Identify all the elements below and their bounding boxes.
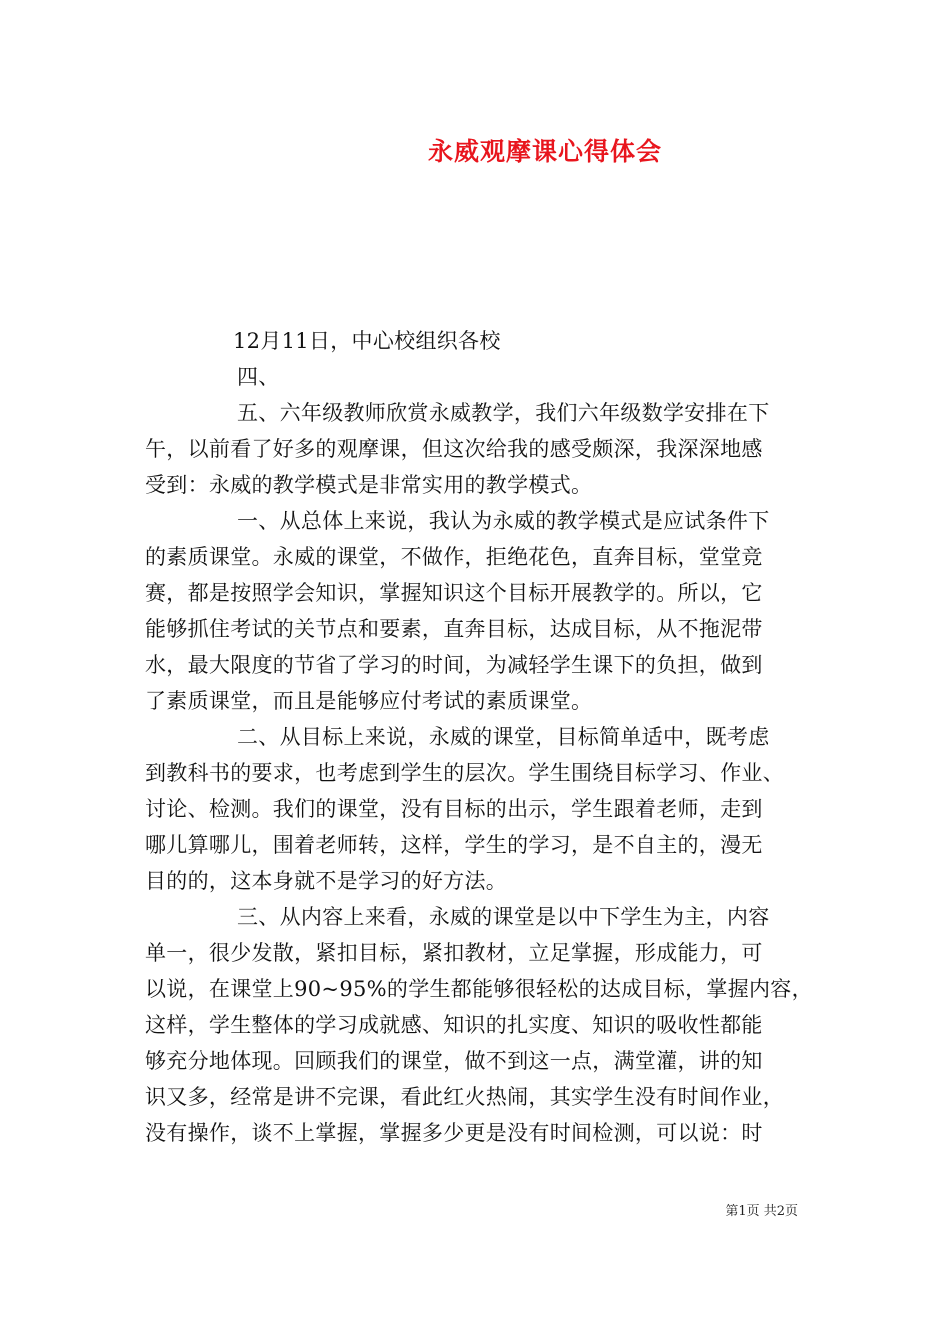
paragraph-line: 讨论、检测。我们的课堂，没有目标的出示，学生跟着老师，走到	[145, 797, 763, 821]
paragraph-line: 水，最大限度的节省了学习的时间，为减轻学生课下的负担，做到	[145, 653, 763, 677]
paragraph-line: 到教科书的要求，也考虑到学生的层次。学生围绕目标学习、作业、	[145, 761, 784, 785]
paragraph-line: 没有操作，谈不上掌握，掌握多少更是没有时间检测，可以说：时	[145, 1121, 763, 1145]
document-title: 永威观摩课心得体会	[427, 137, 662, 166]
paragraph-line: 三、从内容上来看，永威的课堂是以中下学生为主，内容	[237, 905, 770, 929]
paragraph-line: 二、从目标上来说，永威的课堂，目标简单适中，既考虑	[237, 725, 770, 749]
date-line: 12月11日，中心校组织各校	[233, 329, 501, 353]
paragraph-line: 识又多，经常是讲不完课，看此红火热闹，其实学生没有时间作业，	[145, 1085, 784, 1109]
paragraph-line: 够充分地体现。回顾我们的课堂，做不到这一点，满堂灌，讲的知	[145, 1049, 763, 1073]
paragraph-line: 午，以前看了好多的观摩课，但这次给我的感受颇深，我深深地感	[145, 437, 763, 461]
paragraph-line: 目的的，这本身就不是学习的好方法。	[145, 869, 508, 893]
paragraph-line: 这样，学生整体的学习成就感、知识的扎实度、知识的吸收性都能	[145, 1013, 763, 1037]
paragraph-line: 赛，都是按照学会知识，掌握知识这个目标开展教学的。所以，它	[145, 581, 763, 605]
paragraph-line: 一、从总体上来说，我认为永威的教学模式是应试条件下	[237, 509, 770, 533]
document-body	[145, 323, 813, 1151]
paragraph-line: 的素质课堂。永威的课堂，不做作，拒绝花色，直奔目标，堂堂竞	[145, 545, 763, 569]
paragraph-line: 哪儿算哪儿，围着老师转，这样，学生的学习，是不自主的，漫无	[145, 833, 763, 857]
page-number-footer: 第1页 共2页	[725, 1204, 798, 1219]
paragraph-line: 四、	[237, 365, 280, 389]
paragraph-line: 受到：永威的教学模式是非常实用的教学模式。	[145, 473, 593, 497]
paragraph-line: 能够抓住考试的关节点和要素，直奔目标，达成目标，从不拖泥带	[145, 617, 763, 641]
paragraph-line: 以说，在课堂上90~95%的学生都能够很轻松的达成目标，掌握内容，	[145, 977, 813, 1001]
paragraph-line: 五、六年级教师欣赏永威教学，我们六年级数学安排在下	[237, 401, 770, 425]
paragraph-line: 了素质课堂，而且是能够应付考试的素质课堂。	[145, 689, 593, 713]
paragraph-line: 单一，很少发散，紧扣目标，紧扣教材，立足掌握，形成能力，可	[145, 941, 763, 965]
